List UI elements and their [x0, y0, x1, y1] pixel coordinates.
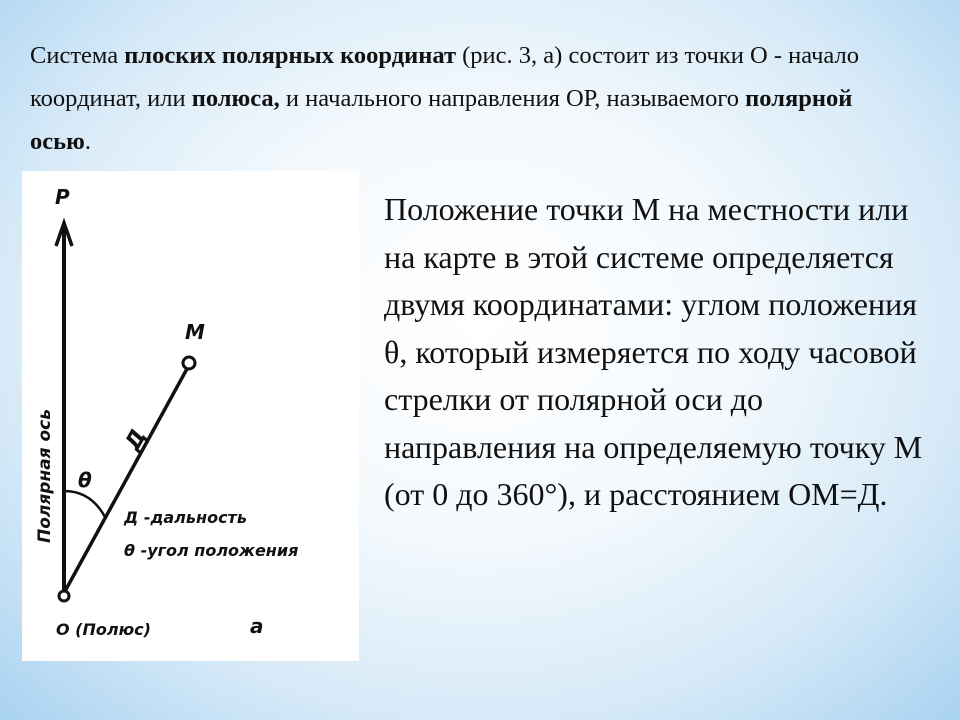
panel-label: а: [250, 614, 264, 638]
figure-drawing: [22, 171, 359, 661]
intro-bold-3: полярной осью: [30, 85, 853, 155]
polar-coordinates-figure: [22, 171, 359, 661]
intro-bold-2: полюса,: [191, 85, 280, 112]
axis-label: Полярная ось: [35, 409, 55, 543]
label-p: P: [55, 185, 70, 209]
intro-text-2: (рис. 3, а) состоит из точки О - начало координат, или: [30, 42, 859, 112]
pole-label: O (Полюс): [56, 620, 151, 639]
label-d: Д: [120, 425, 152, 455]
point-m: [183, 357, 195, 369]
angle-arc: [64, 491, 106, 519]
intro-paragraph: [30, 34, 910, 163]
legend-angle: θ -угол положения: [124, 541, 299, 560]
intro-text-1: Система: [30, 42, 125, 69]
legend-distance: Д -дальность: [124, 508, 247, 527]
intro-bold-1: плоских полярных координат: [124, 42, 457, 69]
body-paragraph: Положение точки М на местности или на карте в этой системе определяется двумя координатами: углом положения θ, который измеряется по ходу часовой стрелки от полярной оси до направления на определяемую точку М (от 0 до 360°), и расстоянием ОМ=Д.: [384, 191, 923, 512]
label-m: M: [185, 320, 205, 344]
intro-text-4: .: [84, 128, 91, 155]
pole-point: [59, 591, 69, 601]
label-theta: θ: [78, 468, 92, 492]
intro-text-3: и начального направления ОР, называемого: [279, 85, 746, 112]
